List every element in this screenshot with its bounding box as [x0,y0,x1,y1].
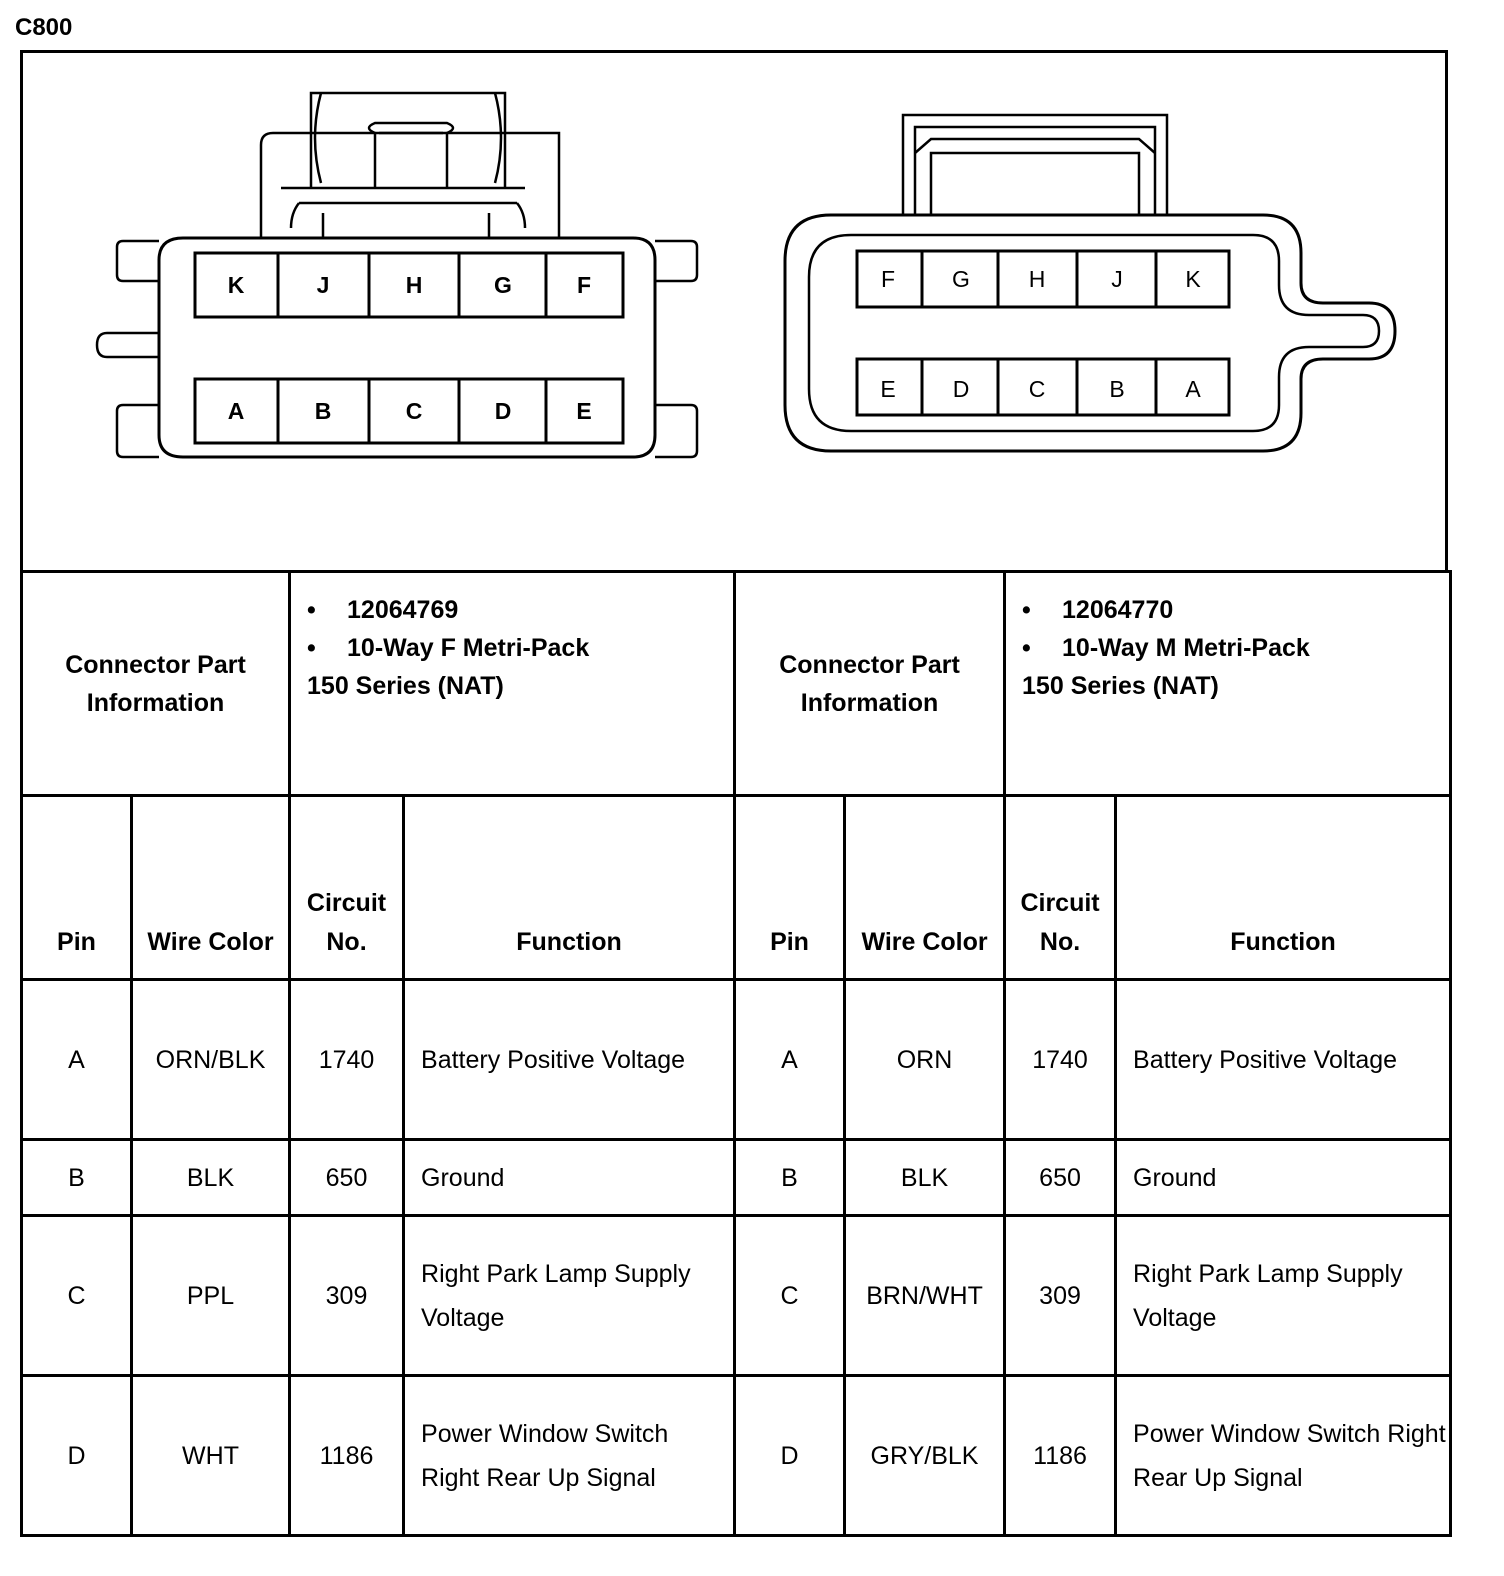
pin-label: A [227,398,245,424]
header-pin: Pin [735,796,845,980]
part-info-row [22,572,1451,796]
connector-diagram [23,53,1451,573]
pin-cell: D [735,1376,845,1536]
connector-diagram-panel [20,50,1448,570]
circuit-cell: 1740 [290,980,404,1140]
connector-part-label: Connector Part Information [735,572,1005,796]
circuit-cell: 650 [290,1140,404,1216]
pin-label: B [314,398,332,424]
function-cell: Right Park Lamp Supply Voltage [1116,1216,1451,1376]
table-row [22,1376,1451,1536]
table-header-row [22,796,1451,980]
part-description: 10-Way F Metri-Pack [347,634,590,662]
connector-part-info: • 12064770 • 10-Way M Metri-Pack 150 Series (NAT) [1005,572,1451,796]
pin-label: K [227,272,245,298]
pin-cell: A [22,980,132,1140]
wire-color-cell: PPL [132,1216,290,1376]
function-cell: Battery Positive Voltage [404,980,735,1140]
part-description: 10-Way M Metri-Pack [1062,634,1310,662]
wire-color-cell: BRN/WHT [845,1216,1005,1376]
circuit-cell: 309 [290,1216,404,1376]
connector-part-info: • 12064769 • 10-Way F Metri-Pack 150 Series (NAT) [290,572,735,796]
pinout-table [20,570,1452,1537]
pin-cell: C [22,1216,132,1376]
header-wire-color: Wire Color [845,796,1005,980]
pin-label: H [405,272,423,298]
wire-color-cell: BLK [845,1140,1005,1216]
wire-color-cell: ORN [845,980,1005,1140]
circuit-cell: 1186 [290,1376,404,1536]
pin-cell: A [735,980,845,1140]
pin-label: C [405,398,423,424]
header-circuit: Circuit No. [290,796,404,980]
pin-label: B [1109,376,1125,402]
header-circuit: Circuit No. [1005,796,1116,980]
pin-label: C [1028,376,1046,402]
pin-label: J [1111,266,1123,292]
pin-cell: D [22,1376,132,1536]
wire-color-cell: ORN/BLK [132,980,290,1140]
header-function: Function [1116,796,1451,980]
pin-cell: B [22,1140,132,1216]
connector-part-label: Connector Part Information [22,572,290,796]
pin-label: F [576,272,592,298]
header-wire-color: Wire Color [132,796,290,980]
function-cell: Power Window Switch Right Rear Up Signal [404,1376,735,1536]
part-series: 150 Series (NAT) [307,672,504,700]
function-cell: Ground [404,1140,735,1216]
header-function: Function [404,796,735,980]
pin-label: H [1028,266,1046,292]
wire-color-cell: GRY/BLK [845,1376,1005,1536]
wire-color-cell: WHT [132,1376,290,1536]
function-cell: Right Park Lamp Supply Voltage [404,1216,735,1376]
circuit-cell: 1186 [1005,1376,1116,1536]
pin-cell: C [735,1216,845,1376]
part-series: 150 Series (NAT) [1022,672,1219,700]
pin-label: E [576,398,592,424]
part-number: 12064769 [347,596,459,624]
pin-label: G [494,272,512,298]
circuit-cell: 309 [1005,1216,1116,1376]
table-row [22,1140,1451,1216]
pin-cell: B [735,1140,845,1216]
function-cell: Ground [1116,1140,1451,1216]
pin-label: G [952,266,970,292]
pin-label: F [880,266,896,292]
part-number: 12064770 [1062,596,1174,624]
pin-label: D [952,376,970,402]
pin-label: D [494,398,512,424]
function-cell: Battery Positive Voltage [1116,980,1451,1140]
pin-label: K [1185,266,1201,292]
wire-color-cell: BLK [132,1140,290,1216]
connector-title: C800 [15,14,73,41]
circuit-cell: 1740 [1005,980,1116,1140]
circuit-cell: 650 [1005,1140,1116,1216]
pin-label: A [1185,376,1201,402]
header-pin: Pin [22,796,132,980]
table-row [22,980,1451,1140]
pin-label: J [316,272,330,298]
function-cell: Power Window Switch Right Rear Up Signal [1116,1376,1451,1536]
pin-label: E [880,376,896,402]
table-row [22,1216,1451,1376]
